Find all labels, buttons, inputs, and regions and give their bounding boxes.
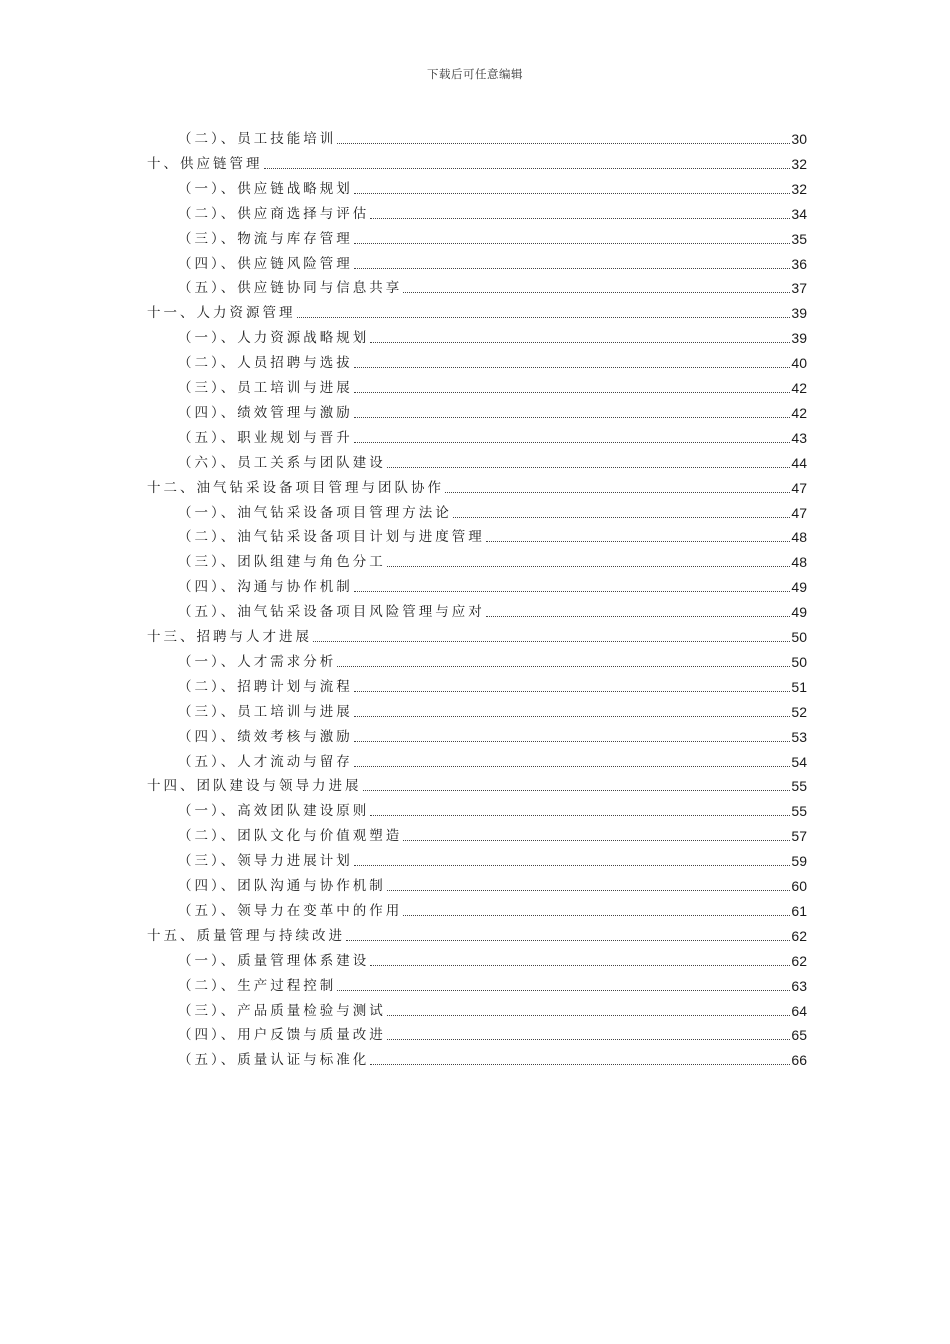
toc-page-number: 50 <box>791 629 807 645</box>
toc-entry-label: （一）、高效团队建设原则 <box>178 803 370 820</box>
toc-entry-label: （五）、职业规划与晋升 <box>178 429 353 446</box>
toc-entry-label: 十三、招聘与人才进展 <box>147 629 312 645</box>
toc-dot-leader <box>354 192 791 194</box>
toc-dot-leader <box>354 864 791 866</box>
toc-chapter-entry[interactable] <box>147 624 807 646</box>
toc-section-entry[interactable] <box>178 798 807 820</box>
toc-dot-leader <box>346 939 790 941</box>
toc-page-number: 62 <box>791 927 807 944</box>
toc-entry-label: 十二、油气钻采设备项目管理与团队协作 <box>147 479 444 496</box>
toc-page-number: 34 <box>791 205 807 222</box>
toc-section-entry[interactable] <box>178 649 807 671</box>
toc-dot-leader <box>354 590 791 592</box>
toc-chapter-entry[interactable] <box>147 151 807 173</box>
toc-section-entry[interactable] <box>178 724 807 746</box>
toc-page-number: 53 <box>791 728 807 745</box>
toc-dot-leader <box>370 814 790 816</box>
toc-chapter-entry[interactable] <box>147 773 807 795</box>
toc-entry-label: （四）、供应链风险管理 <box>178 255 353 272</box>
page-header: 下载后可任意编辑 <box>427 67 523 81</box>
toc-dot-leader <box>486 615 791 617</box>
toc-entry-label: （三）、团队组建与角色分工 <box>178 554 386 571</box>
toc-section-entry[interactable] <box>178 251 807 273</box>
toc-entry-label: （二）、油气钻采设备项目计划与进度管理 <box>178 529 485 546</box>
toc-section-entry[interactable] <box>178 674 807 696</box>
toc-dot-leader <box>354 690 791 692</box>
toc-section-entry[interactable] <box>178 126 807 148</box>
toc-entry-label: （五）、人才流动与留存 <box>178 753 353 770</box>
toc-section-entry[interactable] <box>178 998 807 1020</box>
toc-section-entry[interactable] <box>178 201 807 223</box>
toc-dot-leader <box>453 516 791 518</box>
toc-page-number: 63 <box>791 977 807 994</box>
toc-dot-leader <box>403 839 790 841</box>
toc-section-entry[interactable] <box>178 500 807 522</box>
toc-section-entry[interactable] <box>178 275 807 297</box>
toc-page-number: 51 <box>791 678 807 695</box>
toc-dot-leader <box>387 889 791 891</box>
toc-entry-label: （五）、油气钻采设备项目风险管理与应对 <box>178 604 485 621</box>
toc-entry-label: 十、供应链管理 <box>147 155 263 172</box>
toc-entry-label: （五）、质量认证与标准化 <box>178 1052 370 1069</box>
toc-entry-label: （六）、员工关系与团队建设 <box>178 454 386 471</box>
toc-entry-label: （二）、团队文化与价值观塑造 <box>178 828 403 845</box>
toc-entry-label: （四）、绩效考核与激励 <box>178 728 353 745</box>
toc-page-number: 62 <box>791 952 807 969</box>
toc-dot-leader <box>354 740 791 742</box>
toc-page-number: 48 <box>791 554 807 571</box>
toc-page-number: 37 <box>791 280 807 297</box>
toc-chapter-entry[interactable] <box>147 923 807 945</box>
toc-dot-leader <box>445 491 790 493</box>
toc-page-number: 44 <box>791 454 807 471</box>
toc-page-number: 48 <box>791 529 807 546</box>
toc-page-number: 64 <box>791 1002 807 1019</box>
toc-dot-leader <box>403 291 790 293</box>
toc-page-number: 42 <box>791 404 807 421</box>
toc-page-number: 32 <box>791 155 807 172</box>
toc-section-entry[interactable] <box>178 574 807 596</box>
toc-entry-label: （一）、供应链战略规划 <box>178 180 353 197</box>
toc-section-entry[interactable] <box>178 749 807 771</box>
toc-chapter-entry[interactable] <box>147 475 807 497</box>
toc-dot-leader <box>370 1063 790 1065</box>
toc-section-entry[interactable] <box>178 848 807 870</box>
toc-page-number: 65 <box>791 1027 807 1044</box>
toc-page-number: 42 <box>791 380 807 396</box>
toc-entry-label: （四）、沟通与协作机制 <box>178 579 353 596</box>
toc-entry-label: （三）、领导力进展计划 <box>178 853 353 870</box>
toc-dot-leader <box>337 665 790 667</box>
toc-entry-label: （四）、绩效管理与激励 <box>178 404 353 421</box>
toc-page-number: 30 <box>791 131 807 147</box>
toc-dot-leader <box>337 142 790 144</box>
toc-dot-leader <box>354 416 791 418</box>
toc-dot-leader <box>387 466 791 468</box>
toc-page-number: 54 <box>791 753 807 770</box>
toc-entry-label: （二）、招聘计划与流程 <box>178 678 353 695</box>
toc-page-number: 55 <box>791 778 807 795</box>
toc-dot-leader <box>354 366 791 368</box>
toc-entry-label: （三）、员工培训与进展 <box>178 380 353 396</box>
toc-section-entry[interactable] <box>178 948 807 970</box>
toc-dot-leader <box>363 789 791 791</box>
toc-page-number: 66 <box>791 1052 807 1069</box>
toc-entry-label: （五）、供应链协同与信息共享 <box>178 280 403 297</box>
toc-page-number: 57 <box>791 828 807 845</box>
toc-page-number: 47 <box>791 479 807 496</box>
toc-dot-leader <box>370 964 790 966</box>
toc-page-number: 39 <box>791 330 807 347</box>
toc-entry-label: （一）、油气钻采设备项目管理方法论 <box>178 504 452 521</box>
toc-section-entry[interactable] <box>178 375 807 397</box>
toc-dot-leader <box>264 167 791 169</box>
toc-entry-label: （二）、供应商选择与评估 <box>178 205 370 222</box>
toc-entry-label: （一）、人才需求分析 <box>178 653 337 670</box>
toc-dot-leader <box>387 1038 791 1040</box>
toc-page-number: 39 <box>791 305 807 322</box>
toc-entry-label: 十一、人力资源管理 <box>147 305 296 322</box>
toc-dot-leader <box>354 765 791 767</box>
toc-section-entry[interactable] <box>178 699 807 721</box>
toc-entry-label: （三）、物流与库存管理 <box>178 230 353 247</box>
toc-section-entry[interactable] <box>178 973 807 995</box>
toc-section-entry[interactable] <box>178 400 807 422</box>
toc-page-number: 49 <box>791 579 807 596</box>
toc-page-number: 36 <box>791 255 807 272</box>
toc-section-entry[interactable] <box>178 425 807 447</box>
toc-page-number: 40 <box>791 355 807 372</box>
toc-section-entry[interactable] <box>178 450 807 472</box>
toc-dot-leader <box>297 316 791 318</box>
toc-entry-label: （二）、员工技能培训 <box>178 131 337 147</box>
toc-section-entry[interactable] <box>178 873 807 895</box>
toc-page-number: 43 <box>791 429 807 446</box>
toc-dot-leader <box>354 242 791 244</box>
toc-dot-leader <box>370 217 790 219</box>
toc-section-entry[interactable] <box>178 1047 807 1069</box>
toc-section-entry[interactable] <box>178 176 807 198</box>
toc-dot-leader <box>486 540 791 542</box>
toc-dot-leader <box>354 441 791 443</box>
toc-dot-leader <box>370 341 790 343</box>
toc-section-entry[interactable] <box>178 350 807 372</box>
toc-page-number: 52 <box>791 703 807 720</box>
toc-section-entry[interactable] <box>178 1022 807 1044</box>
toc-section-entry[interactable] <box>178 549 807 571</box>
toc-section-entry[interactable] <box>178 823 807 845</box>
toc-entry-label: （二）、生产过程控制 <box>178 977 337 994</box>
toc-dot-leader <box>403 914 790 916</box>
toc-page-number: 59 <box>791 853 807 870</box>
toc-entry-label: （一）、人力资源战略规划 <box>178 330 370 347</box>
toc-entry-label: 十五、质量管理与持续改进 <box>147 927 345 944</box>
toc-section-entry[interactable] <box>178 898 807 920</box>
toc-page-number: 32 <box>791 180 807 197</box>
toc-entry-label: （四）、团队沟通与协作机制 <box>178 878 386 894</box>
toc-entry-label: （三）、产品质量检验与测试 <box>178 1002 386 1019</box>
toc-page-number: 50 <box>791 653 807 670</box>
toc-section-entry[interactable] <box>178 226 807 248</box>
toc-dot-leader <box>313 640 790 642</box>
toc-dot-leader <box>387 565 791 567</box>
toc-dot-leader <box>354 267 791 269</box>
toc-entry-label: （二）、人员招聘与选拔 <box>178 355 353 372</box>
toc-chapter-entry[interactable] <box>147 300 807 322</box>
toc-page-number: 49 <box>791 604 807 621</box>
toc-entry-label: （五）、领导力在变革中的作用 <box>178 902 403 919</box>
toc-section-entry[interactable] <box>178 524 807 546</box>
toc-dot-leader <box>337 989 790 991</box>
toc-page-number: 61 <box>791 902 807 919</box>
toc-dot-leader <box>387 1014 791 1016</box>
toc-dot-leader <box>354 391 791 393</box>
toc-entry-label: （三）、员工培训与进展 <box>178 703 353 720</box>
toc-section-entry[interactable] <box>178 325 807 347</box>
toc-page-number: 35 <box>791 230 807 247</box>
toc-entry-label: （一）、质量管理体系建设 <box>178 952 370 969</box>
toc-entry-label: 十四、团队建设与领导力进展 <box>147 778 362 795</box>
toc-page-number: 60 <box>791 878 807 894</box>
toc-page-number: 47 <box>791 504 807 521</box>
toc-entry-label: （四）、用户反馈与质量改进 <box>178 1027 386 1044</box>
toc-section-entry[interactable] <box>178 599 807 621</box>
toc-dot-leader <box>354 715 791 717</box>
toc-page-number: 55 <box>791 803 807 820</box>
